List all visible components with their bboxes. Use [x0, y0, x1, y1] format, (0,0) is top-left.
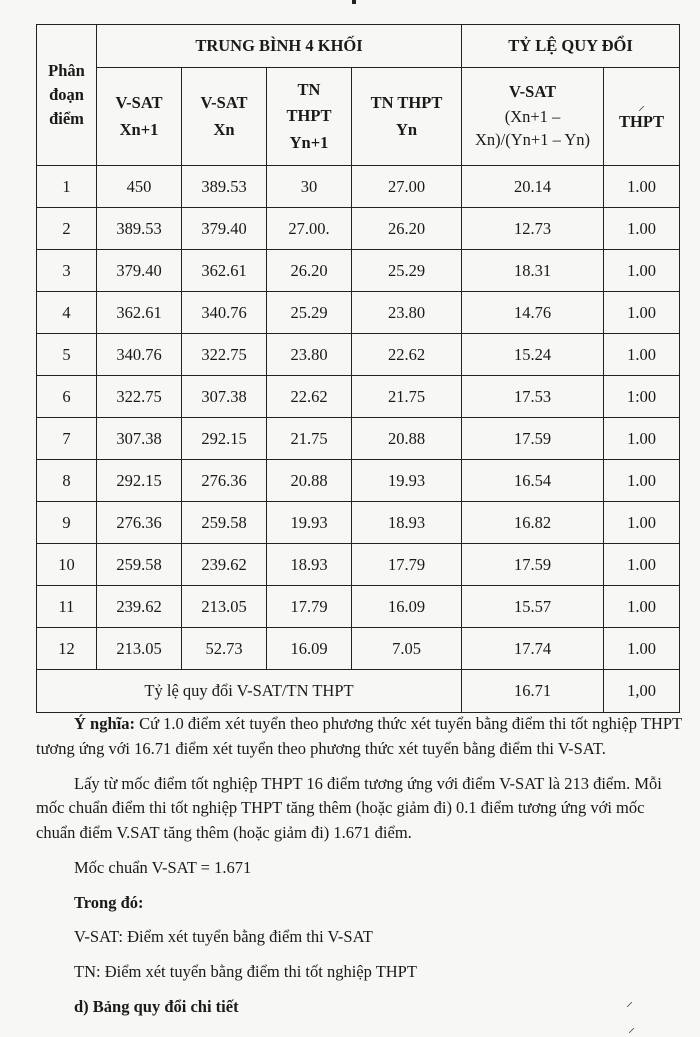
cell-vsat-next: 389.53 [97, 208, 182, 250]
cell-vsat-next: 379.40 [97, 250, 182, 292]
header-ratio-vsat: V-SAT (Xn+1 – Xn)/(Yn+1 – Yn) [462, 68, 604, 166]
cell-ratio-vsat: 17.59 [462, 544, 604, 586]
cell-vsat: 276.36 [182, 460, 267, 502]
formula-line: Mốc chuẩn V-SAT = 1.671 [74, 857, 252, 877]
cell-tn-next: 26.20 [267, 250, 352, 292]
cell-ratio-vsat: 16.82 [462, 502, 604, 544]
cell-tn: 17.79 [352, 544, 462, 586]
cell-vsat: 322.75 [182, 334, 267, 376]
table-row [37, 544, 680, 586]
cell-segment: 10 [37, 544, 97, 586]
cell-ratio-thpt: 1.00 [604, 544, 680, 586]
cell-vsat-next: 362.61 [97, 292, 182, 334]
cell-tn: 18.93 [352, 502, 462, 544]
cell-tn-next: 16.09 [267, 628, 352, 670]
cell-segment: 5 [37, 334, 97, 376]
section-heading-d: d) Bảng quy đổi chi tiết [74, 996, 239, 1016]
cell-vsat: 340.76 [182, 292, 267, 334]
cell-vsat-next: 322.75 [97, 376, 182, 418]
cell-vsat-next: 307.38 [97, 418, 182, 460]
cell-segment: 3 [37, 250, 97, 292]
cell-tn: 16.09 [352, 586, 462, 628]
definition-tn: TN: Điểm xét tuyển bằng điểm thi tốt nghiệp THPT [74, 962, 417, 981]
cell-vsat: 239.62 [182, 544, 267, 586]
cell-tn: 19.93 [352, 460, 462, 502]
cell-vsat: 307.38 [182, 376, 267, 418]
header-group-average: TRUNG BÌNH 4 KHỐI [97, 25, 462, 68]
table-header-row-1 [37, 25, 680, 68]
explanation-text [36, 712, 682, 1020]
cell-tn-next: 19.93 [267, 502, 352, 544]
cell-segment: 1 [37, 166, 97, 208]
pen-mark: ⸝ [628, 1021, 635, 1036]
cell-vsat-next: 276.36 [97, 502, 182, 544]
cell-tn: 21.75 [352, 376, 462, 418]
cell-tn-next: 20.88 [267, 460, 352, 502]
footer-ratio-vsat: 16.71 [462, 670, 604, 713]
header-vsat: V-SAT Xn [182, 68, 267, 166]
header-vsat-next: V-SAT Xn+1 [97, 68, 182, 166]
cell-tn-next: 21.75 [267, 418, 352, 460]
cell-ratio-thpt: 1.00 [604, 250, 680, 292]
cell-vsat-next: 340.76 [97, 334, 182, 376]
header-tn: TN THPT Yn [352, 68, 462, 166]
cell-ratio-vsat: 17.53 [462, 376, 604, 418]
page-tick-mark [352, 0, 356, 4]
cell-vsat-next: 450 [97, 166, 182, 208]
cell-tn: 22.62 [352, 334, 462, 376]
cell-ratio-thpt: 1.00 [604, 586, 680, 628]
cell-vsat: 362.61 [182, 250, 267, 292]
cell-vsat: 292.15 [182, 418, 267, 460]
cell-ratio-vsat: 12.73 [462, 208, 604, 250]
cell-vsat-next: 292.15 [97, 460, 182, 502]
cell-vsat-next: 239.62 [97, 586, 182, 628]
cell-segment: 9 [37, 502, 97, 544]
cell-tn: 26.20 [352, 208, 462, 250]
cell-ratio-thpt: 1.00 [604, 460, 680, 502]
cell-segment: 11 [37, 586, 97, 628]
table-row [37, 166, 680, 208]
header-group-ratio: TỶ LỆ QUY ĐỔI [462, 25, 680, 68]
cell-tn: 23.80 [352, 292, 462, 334]
cell-vsat: 389.53 [182, 166, 267, 208]
table-row [37, 250, 680, 292]
cell-segment: 7 [37, 418, 97, 460]
cell-ratio-thpt: 1.00 [604, 502, 680, 544]
table-header-row-2 [37, 68, 680, 166]
cell-ratio-vsat: 17.74 [462, 628, 604, 670]
cell-ratio-thpt: 1:00 [604, 376, 680, 418]
rule-paragraph: Lấy từ mốc điểm tốt nghiệp THPT 16 điểm tương ứng với điểm V-SAT là 213 điểm. Mỗi mốc chuẩn điểm thi tốt nghiệp THPT tăng thêm (hoặc giảm đi) 0.1 điểm tương ứng với mốc chuẩn điểm V.SAT tăng thêm (hoặc giảm đi) 1.671 điểm. [36, 773, 662, 842]
header-tn-next: TN THPT Yn+1 [267, 68, 352, 166]
cell-tn-next: 30 [267, 166, 352, 208]
cell-ratio-thpt: 1.00 [604, 208, 680, 250]
table-row [37, 334, 680, 376]
table-row [37, 376, 680, 418]
table-row [37, 586, 680, 628]
cell-ratio-vsat: 16.54 [462, 460, 604, 502]
ratio-formula: (Xn+1 – Xn)/(Yn+1 – Yn) [474, 107, 590, 149]
cell-tn-next: 18.93 [267, 544, 352, 586]
cell-tn-next: 22.62 [267, 376, 352, 418]
cell-ratio-thpt: 1.00 [604, 292, 680, 334]
cell-segment: 12 [37, 628, 97, 670]
cell-ratio-vsat: 18.31 [462, 250, 604, 292]
header-ratio-thpt: ⸝ THPT [604, 68, 680, 166]
table-row [37, 292, 680, 334]
meaning-paragraph: Ý nghĩa: Cứ 1.0 điểm xét tuyển theo phương thức xét tuyển bằng điểm thi tốt nghiệp THPT tương ứng với 16.71 điểm xét tuyển theo phương thức xét tuyển bằng điểm thi V-SAT. [36, 714, 682, 758]
cell-ratio-thpt: 1.00 [604, 418, 680, 460]
cell-vsat: 259.58 [182, 502, 267, 544]
cell-tn-next: 25.29 [267, 292, 352, 334]
conversion-table [36, 24, 680, 713]
footer-label: Tỷ lệ quy đổi V-SAT/TN THPT [37, 670, 462, 713]
cell-vsat-next: 259.58 [97, 544, 182, 586]
cell-segment: 4 [37, 292, 97, 334]
cell-segment: 6 [37, 376, 97, 418]
footer-ratio-thpt: 1,00 [604, 670, 680, 713]
cell-vsat-next: 213.05 [97, 628, 182, 670]
cell-ratio-thpt: 1.00 [604, 628, 680, 670]
cell-tn-next: 27.00. [267, 208, 352, 250]
cell-ratio-vsat: 15.24 [462, 334, 604, 376]
cell-vsat: 52.73 [182, 628, 267, 670]
table-row [37, 460, 680, 502]
cell-tn-next: 23.80 [267, 334, 352, 376]
cell-ratio-vsat: 15.57 [462, 586, 604, 628]
cell-tn: 25.29 [352, 250, 462, 292]
cell-vsat: 213.05 [182, 586, 267, 628]
cell-segment: 2 [37, 208, 97, 250]
cell-ratio-thpt: 1.00 [604, 166, 680, 208]
table-row [37, 418, 680, 460]
cell-ratio-vsat: 20.14 [462, 166, 604, 208]
cell-segment: 8 [37, 460, 97, 502]
cell-tn: 7.05 [352, 628, 462, 670]
table-row [37, 628, 680, 670]
cell-tn: 20.88 [352, 418, 462, 460]
pen-mark: ⸝ [638, 98, 645, 114]
table-footer-row [37, 670, 680, 713]
pen-mark: ⸝ [626, 995, 633, 1010]
cell-ratio-vsat: 14.76 [462, 292, 604, 334]
table-row [37, 502, 680, 544]
cell-tn: 27.00 [352, 166, 462, 208]
cell-vsat: 379.40 [182, 208, 267, 250]
definition-vsat: V-SAT: Điểm xét tuyển bằng điểm thi V-SAT [74, 927, 373, 947]
table-row [37, 208, 680, 250]
cell-tn-next: 17.79 [267, 586, 352, 628]
cell-ratio-thpt: 1.00 [604, 334, 680, 376]
where-label: Trong đó: [74, 892, 144, 912]
cell-ratio-vsat: 17.59 [462, 418, 604, 460]
header-segment: Phân đoạn điểm [37, 25, 97, 166]
